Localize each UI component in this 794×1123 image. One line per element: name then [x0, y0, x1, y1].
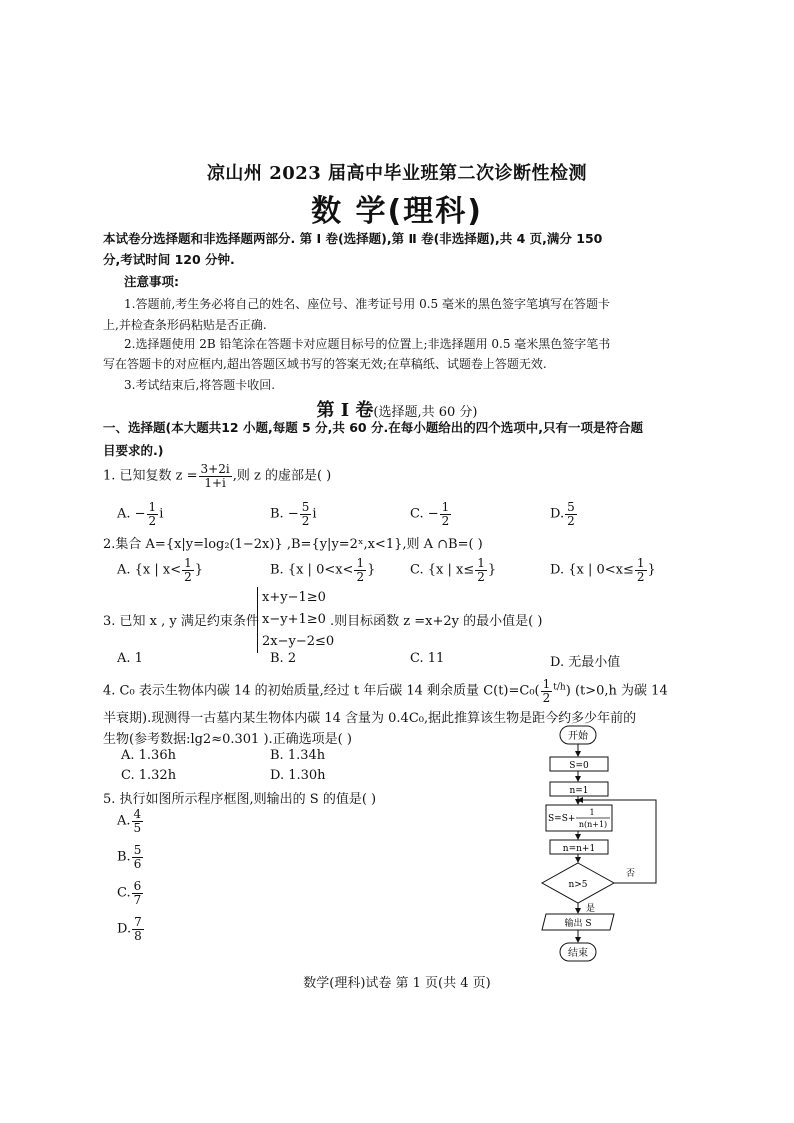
mc-heading-1: 一、选择题(本大题共12 小题,每题 5 分,共 60 分.在每小题给出的四个选项中,只有一项是符合题	[103, 420, 643, 435]
q1-option-b: B. − $\frac{5}{2}$ i	[270, 500, 317, 528]
section-title-note: (选择题,共 60 分)	[373, 405, 478, 420]
flow-start-label: 开始	[568, 731, 588, 742]
q1-post: ,则 z 的虚部是( )	[232, 468, 332, 484]
flow-increment: n=n+1	[562, 844, 596, 854]
q5-option-d: D. $\frac{7}{8}$	[117, 915, 142, 943]
q5-option-b: B. $\frac{5}{6}$	[117, 843, 142, 871]
question-3-pre: 3. 已知 x , y 满足约束条件	[103, 614, 259, 629]
q1-num: 3+2i	[200, 462, 230, 476]
q3-constraint-1: x+y−1≥0	[262, 590, 326, 605]
flow-yes-label: 是	[586, 904, 596, 914]
q2-option-d: D. {x | 0<x≤ $\frac{1}{2}$ }	[550, 556, 656, 584]
flowchart	[530, 720, 670, 970]
flow-update-s: S=S+	[548, 814, 576, 824]
q2-option-b: B. {x | 0<x< $\frac{1}{2}$ }	[270, 556, 376, 584]
question-1-stem	[103, 463, 331, 489]
q1-option-d: D. $\frac{5}{2}$	[550, 500, 575, 528]
flow-no-label: 否	[626, 869, 636, 879]
mc-heading-2: 目要求的.)	[103, 443, 164, 458]
q3-option-b: B. 2	[270, 651, 297, 666]
question-2-stem: 2.集合 A={x|y=log₂(1−2x)} ,B={y|y=2ˣ,x<1},则 A ∩B=( )	[103, 537, 483, 552]
flow-update-num: 1	[589, 808, 595, 817]
q4-exponent: t/h	[553, 682, 566, 693]
page-footer: 数学(理科)试卷 第 1 页(共 4 页)	[303, 976, 491, 991]
intro-line-2: 分,考试时间 120 分钟.	[103, 252, 235, 267]
flow-init-s: S=0	[569, 761, 589, 771]
flow-condition: n>5	[568, 880, 588, 890]
question-4-line-1: 4. C₀ 表示生物体内碳 14 的初始质量,经过 t 年后碳 14 剩余质量 C(t)=C₀( $\frac{1}{2}$ $^{t/h}$) (t>0,h 为碳 14	[103, 677, 668, 705]
q3-constraint-3: 2x−y−2≤0	[262, 634, 335, 649]
exam-title: 凉山州 2023 届高中毕业班第二次诊断性检测	[206, 163, 588, 184]
q3-option-a: A. 1	[117, 651, 143, 666]
q1-fraction	[199, 463, 232, 489]
flow-init-n: n=1	[569, 786, 589, 796]
flow-output: 输出 S	[564, 919, 592, 929]
q4-option-a: A. 1.36h	[121, 748, 176, 763]
note-2a: 2.选择题使用 2B 铅笔涂在答题卡对应题目标号的位置上;非选择题用 0.5 毫米黑色签字笔书	[124, 337, 611, 351]
q1-den: 1+i	[204, 475, 226, 490]
flow-end-label: 结束	[568, 948, 588, 959]
q3-constraint-2: x−y+1≥0	[262, 612, 326, 627]
question-5-stem: 5. 执行如图所示程序框图,则输出的 S 的值是( )	[103, 792, 377, 807]
q4-option-b: B. 1.34h	[270, 748, 326, 763]
question-4-line-2: 半衰期).现测得一古墓内某生物体内碳 14 含量为 0.4C₀,据此推算该生物是距今约多少年前的	[103, 711, 637, 726]
q2-option-c: C. {x | x≤ $\frac{1}{2}$ }	[410, 556, 497, 584]
note-1a: 1.答题前,考生务必将自己的姓名、座位号、准考证号用 0.5 毫米的黑色签字笔填写在答题卡	[124, 297, 610, 311]
q1-pre: 1. 已知复数 z =	[103, 468, 198, 484]
intro-line-1: 本试卷分选择题和非选择题两部分. 第 Ⅰ 卷(选择题),第 Ⅱ 卷(非选择题),共 4 页,满分 150	[103, 231, 603, 246]
flow-update-den: n(n+1)	[578, 820, 608, 829]
q3-option-c: C. 11	[410, 651, 445, 666]
q3-option-d: D. 无最小值	[550, 655, 621, 670]
q4-option-d: D. 1.30h	[270, 768, 326, 783]
q3-constraint-system	[257, 587, 334, 653]
q1-option-a: A. − $\frac{1}{2}$ i	[117, 500, 164, 528]
note-3: 3.考试结束后,将答题卡收回.	[124, 378, 276, 392]
q5-option-a: A. $\frac{4}{5}$	[117, 807, 142, 835]
q2-option-a: A. {x | x< $\frac{1}{2}$ }	[117, 556, 204, 584]
question-3-post: .则目标函数 z =x+2y 的最小值是( )	[330, 614, 543, 629]
subject-title: 数 学(理科)	[311, 194, 483, 229]
note-2b: 写在答题卡的对应框内,超出答题区域书写的答案无效;在草稿纸、试题卷上答题无效.	[103, 357, 547, 371]
q1-option-c: C. − $\frac{1}{2}$	[410, 500, 450, 528]
question-4-line-3: 生物(参考数据:lg2≈0.301 ).正确选项是( )	[103, 732, 352, 747]
section-title-main: 第 Ⅰ 卷	[316, 400, 374, 421]
notes-heading: 注意事项:	[124, 274, 179, 289]
note-1b: 上,并检查条形码粘贴是否正确.	[103, 318, 267, 332]
q4-option-c: C. 1.32h	[121, 768, 177, 783]
q5-option-c: C. $\frac{6}{7}$	[117, 879, 142, 907]
